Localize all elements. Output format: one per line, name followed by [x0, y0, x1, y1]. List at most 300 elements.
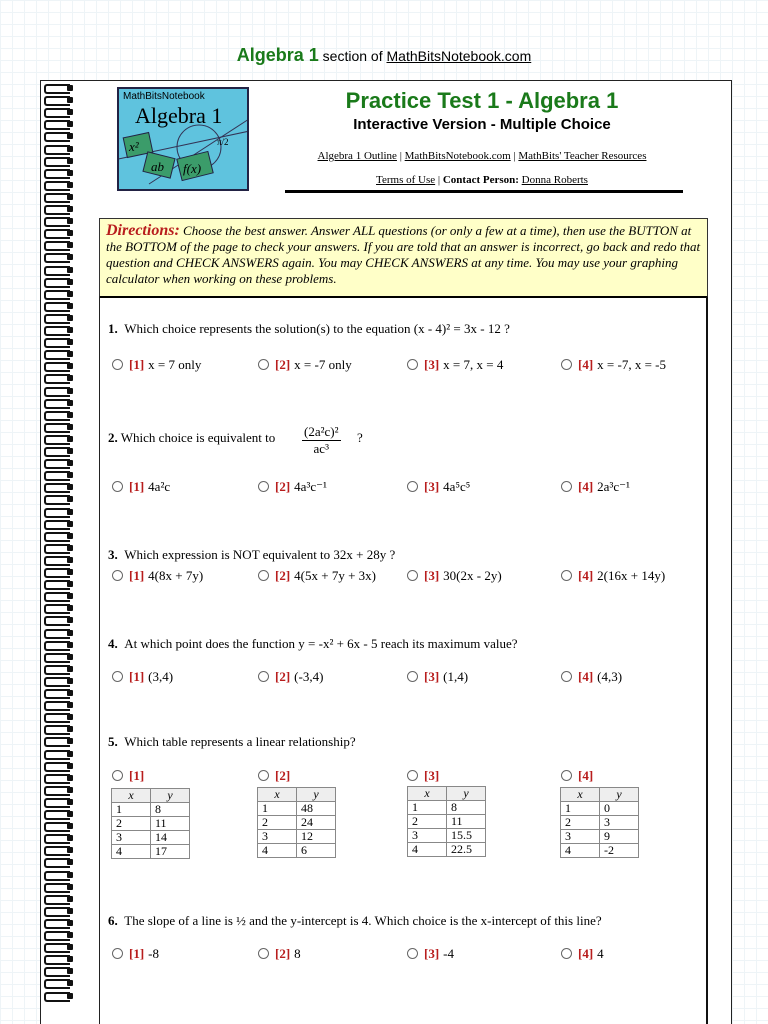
spiral-hole	[67, 436, 73, 442]
spiral-ring	[41, 965, 75, 976]
option-text: -8	[148, 946, 160, 961]
spiral-ring	[41, 554, 75, 565]
radio-icon[interactable]	[112, 770, 123, 781]
spiral-hole	[67, 388, 73, 394]
spiral-hole	[67, 315, 73, 321]
spiral-hole	[67, 146, 73, 152]
table-cell-y: 3	[600, 816, 639, 830]
spiral-ring	[41, 469, 75, 480]
table-cell-y: 0	[600, 802, 639, 816]
table-cell-x: 3	[408, 829, 447, 843]
table-row	[112, 803, 190, 817]
question-6	[108, 913, 602, 929]
radio-icon[interactable]	[561, 770, 572, 781]
spiral-hole	[67, 363, 73, 369]
spiral-hole	[67, 980, 73, 986]
option-label: [2]	[275, 479, 291, 494]
option-text: 4(8x + 7y)	[148, 568, 204, 583]
table-row	[561, 844, 639, 858]
spiral-hole	[67, 194, 73, 200]
spiral-hole	[67, 472, 73, 478]
table-cell-y: 11	[151, 817, 190, 831]
option-label: [4]	[578, 768, 594, 783]
option-text: 4a²c	[148, 479, 171, 494]
radio-icon[interactable]	[112, 570, 123, 581]
spiral-ring	[41, 179, 75, 190]
spiral-ring	[41, 977, 75, 988]
option-text: x = -7, x = -5	[597, 357, 666, 372]
table-cell-y: 17	[151, 845, 190, 859]
spiral-ring	[41, 881, 75, 892]
spiral-hole	[67, 920, 73, 926]
table-row	[561, 830, 639, 844]
spiral-hole	[67, 726, 73, 732]
spiral-hole	[67, 158, 73, 164]
spiral-ring	[41, 651, 75, 662]
spiral-hole	[67, 448, 73, 454]
table-row	[408, 815, 486, 829]
radio-icon[interactable]	[407, 671, 418, 682]
spiral-ring	[41, 784, 75, 795]
algebra-logo	[117, 87, 249, 191]
linear-table-1	[111, 788, 190, 859]
spiral-ring	[41, 155, 75, 166]
option-label: [3]	[424, 568, 440, 583]
spiral-ring	[41, 288, 75, 299]
table-cell-x: 1	[258, 802, 297, 816]
spiral-hole	[67, 714, 73, 720]
radio-icon[interactable]	[407, 359, 418, 370]
radio-icon[interactable]	[112, 948, 123, 959]
spiral-ring	[41, 796, 75, 807]
notebook-link[interactable]: MathBitsNotebook.com	[404, 150, 511, 162]
spiral-binding	[41, 82, 77, 1002]
spiral-ring	[41, 627, 75, 638]
directions-text: Choose the best answer. Answer ALL questions (or only a few at a time), then use the BUTTON at the BOTTOM of the page to check your answers. If you are told that an answer is incorrect, go back and redo that question and CHECK ANSWERS again. You may CHECK ANSWERS at any time. You may use your graphing calculator when working on these problems.	[106, 223, 701, 286]
option-label: [2]	[275, 946, 291, 961]
option-label: [1]	[129, 568, 145, 583]
header-divider	[285, 190, 683, 193]
spiral-hole	[67, 666, 73, 672]
question-text: At which point does the function y = -x² + 6x - 5 reach its maximum value?	[124, 636, 518, 651]
table-cell-y: 6	[297, 844, 336, 858]
table-cell-x: 3	[258, 830, 297, 844]
spiral-hole	[67, 267, 73, 273]
header-nav-links	[284, 150, 680, 162]
radio-icon[interactable]	[561, 948, 572, 959]
spiral-ring	[41, 227, 75, 238]
table-cell-x: 4	[258, 844, 297, 858]
q5-option-2[interactable]	[258, 768, 294, 784]
spiral-hole	[67, 811, 73, 817]
table-row	[258, 830, 336, 844]
spiral-hole	[67, 170, 73, 176]
spiral-ring	[41, 191, 75, 202]
table-cell-x: 2	[112, 817, 151, 831]
spiral-hole	[67, 702, 73, 708]
spiral-hole	[67, 617, 73, 623]
q1-option-1[interactable]	[112, 357, 201, 373]
terms-link[interactable]: Terms of Use	[376, 174, 436, 186]
q2-fraction	[302, 424, 341, 457]
question-5	[108, 734, 356, 750]
radio-icon[interactable]	[258, 948, 269, 959]
radio-icon[interactable]	[407, 948, 418, 959]
q2-option-2[interactable]	[258, 479, 327, 495]
spiral-hole	[67, 908, 73, 914]
table-row	[258, 816, 336, 830]
table-cell-x: 2	[561, 816, 600, 830]
spiral-ring	[41, 445, 75, 456]
logo-big-text: Algebra 1	[135, 103, 223, 128]
spiral-hole	[67, 496, 73, 502]
spiral-ring	[41, 856, 75, 867]
spiral-hole	[67, 823, 73, 829]
spiral-hole	[67, 400, 73, 406]
link-separator: |	[396, 150, 405, 162]
q2-question-mark: ?	[357, 430, 363, 445]
spiral-ring	[41, 614, 75, 625]
link-separator: |	[435, 174, 443, 186]
spiral-hole	[67, 581, 73, 587]
q3-option-4[interactable]	[561, 568, 665, 584]
fraction-denominator: ac³	[313, 441, 329, 456]
question-number: 2.	[108, 430, 118, 445]
spiral-ring	[41, 602, 75, 613]
spiral-hole	[67, 787, 73, 793]
spiral-hole	[67, 85, 73, 91]
spiral-hole	[67, 884, 73, 890]
option-label: [4]	[578, 568, 594, 583]
option-text: x = 7, x = 4	[443, 357, 504, 372]
table-row	[408, 801, 486, 815]
spiral-ring	[41, 687, 75, 698]
table-header-row	[561, 788, 639, 802]
q2-option-3[interactable]	[407, 479, 470, 495]
spiral-hole	[67, 545, 73, 551]
table-row	[112, 817, 190, 831]
spiral-ring	[41, 433, 75, 444]
option-label: [3]	[424, 357, 440, 372]
q6-option-1[interactable]	[112, 946, 159, 962]
option-label: [1]	[129, 768, 145, 783]
spiral-hole	[67, 775, 73, 781]
spiral-ring	[41, 348, 75, 359]
spiral-hole	[67, 847, 73, 853]
spiral-ring	[41, 990, 75, 1001]
table-row	[112, 845, 190, 859]
radio-icon[interactable]	[407, 481, 418, 492]
spiral-hole	[67, 206, 73, 212]
option-text: 2(16x + 14y)	[597, 568, 666, 583]
radio-icon[interactable]	[258, 481, 269, 492]
site-link[interactable]: MathBitsNotebook.com	[386, 48, 532, 64]
contact-name-link[interactable]: Donna Roberts	[521, 174, 588, 186]
option-text: 4a³c⁻¹	[294, 479, 327, 494]
linear-table-4	[560, 787, 639, 858]
spiral-ring	[41, 215, 75, 226]
table-cell-x: 1	[408, 801, 447, 815]
spiral-ring	[41, 493, 75, 504]
q3-option-3[interactable]	[407, 568, 502, 584]
table-header-row	[112, 789, 190, 803]
q5-option-4[interactable]	[561, 768, 597, 784]
spiral-hole	[67, 605, 73, 611]
spiral-hole	[67, 133, 73, 139]
option-label: [1]	[129, 946, 145, 961]
table-row	[258, 844, 336, 858]
option-label: [2]	[275, 568, 291, 583]
header-x: x	[258, 788, 297, 802]
question-text: Which choice represents the solution(s) to the equation (x - 4)² = 3x - 12 ?	[124, 321, 510, 336]
spiral-ring	[41, 893, 75, 904]
spiral-hole	[67, 763, 73, 769]
spiral-ring	[41, 590, 75, 601]
q1-option-4[interactable]	[561, 357, 666, 373]
table-cell-x: 4	[561, 844, 600, 858]
question-2	[108, 430, 275, 446]
question-number: 5.	[108, 734, 118, 749]
spiral-ring	[41, 118, 75, 129]
header-x: x	[561, 788, 600, 802]
q1-option-2[interactable]	[258, 357, 352, 373]
table-cell-y: 11	[447, 815, 486, 829]
table-cell-y: -2	[600, 844, 639, 858]
header-y: y	[600, 788, 639, 802]
spiral-hole	[67, 678, 73, 684]
question-3	[108, 547, 395, 563]
table-cell-x: 2	[408, 815, 447, 829]
spiral-hole	[67, 339, 73, 345]
radio-icon[interactable]	[258, 770, 269, 781]
table-cell-x: 4	[112, 845, 151, 859]
spiral-hole	[67, 799, 73, 805]
contact-label: Contact Person:	[442, 174, 519, 186]
spiral-ring	[41, 457, 75, 468]
radio-icon[interactable]	[112, 671, 123, 682]
option-label: [2]	[275, 357, 291, 372]
table-cell-y: 24	[297, 816, 336, 830]
spiral-hole	[67, 521, 73, 527]
q6-option-3[interactable]	[407, 946, 454, 962]
spiral-hole	[67, 630, 73, 636]
radio-icon[interactable]	[258, 671, 269, 682]
option-text: (1,4)	[443, 669, 469, 684]
spiral-hole	[67, 932, 73, 938]
spiral-ring	[41, 518, 75, 529]
svg-text:π/2: π/2	[217, 137, 229, 147]
page-title: Practice Test 1 - Algebra 1	[345, 88, 619, 113]
spiral-ring	[41, 421, 75, 432]
spiral-hole	[67, 97, 73, 103]
spiral-ring	[41, 675, 75, 686]
table-header-row	[408, 787, 486, 801]
spiral-ring	[41, 699, 75, 710]
option-text: 2a³c⁻¹	[597, 479, 630, 494]
table-cell-y: 14	[151, 831, 190, 845]
table-cell-x: 1	[561, 802, 600, 816]
question-text: Which choice is equivalent to	[120, 430, 276, 445]
radio-icon[interactable]	[407, 570, 418, 581]
question-number: 6.	[108, 913, 118, 928]
spiral-hole	[67, 254, 73, 260]
option-text: 4(5x + 7y + 3x)	[294, 568, 376, 583]
logo-small-text: MathBitsNotebook	[123, 91, 205, 102]
radio-icon[interactable]	[258, 570, 269, 581]
spiral-hole	[67, 375, 73, 381]
table-row	[408, 843, 486, 857]
spiral-ring	[41, 723, 75, 734]
header-x: x	[112, 789, 151, 803]
spiral-hole	[67, 109, 73, 115]
page-subtitle: Interactive Version - Multiple Choice	[353, 116, 611, 133]
option-label: [2]	[275, 768, 291, 783]
radio-icon[interactable]	[561, 481, 572, 492]
spiral-hole	[67, 230, 73, 236]
header-y: y	[151, 789, 190, 803]
q2-option-1[interactable]	[112, 479, 170, 495]
spiral-ring	[41, 844, 75, 855]
question-number: 3.	[108, 547, 118, 562]
spiral-ring	[41, 566, 75, 577]
linear-table-3	[407, 786, 486, 857]
radio-icon[interactable]	[112, 359, 123, 370]
spiral-hole	[67, 303, 73, 309]
radio-icon[interactable]	[258, 359, 269, 370]
spiral-hole	[67, 557, 73, 563]
q6-option-4[interactable]	[561, 946, 604, 962]
header-contact-links	[284, 174, 680, 186]
option-text: (3,4)	[148, 669, 174, 684]
spiral-ring	[41, 143, 75, 154]
spiral-ring	[41, 808, 75, 819]
spiral-ring	[41, 276, 75, 287]
option-text: 8	[294, 946, 301, 961]
spiral-ring	[41, 106, 75, 117]
option-label: [4]	[578, 357, 594, 372]
option-label: [1]	[129, 479, 145, 494]
table-cell-y: 22.5	[447, 843, 486, 857]
table-cell-x: 4	[408, 843, 447, 857]
q6-option-2[interactable]	[258, 946, 301, 962]
option-label: [4]	[578, 946, 594, 961]
spiral-ring	[41, 239, 75, 250]
spiral-hole	[67, 738, 73, 744]
spiral-ring	[41, 481, 75, 492]
spiral-hole	[67, 218, 73, 224]
radio-icon[interactable]	[561, 359, 572, 370]
spiral-ring	[41, 397, 75, 408]
radio-icon[interactable]	[407, 770, 418, 781]
spiral-ring	[41, 506, 75, 517]
spiral-ring	[41, 820, 75, 831]
header-y: y	[297, 788, 336, 802]
spiral-hole	[67, 690, 73, 696]
spiral-ring	[41, 324, 75, 335]
table-cell-y: 9	[600, 830, 639, 844]
q3-option-2[interactable]	[258, 568, 376, 584]
question-text: Which table represents a linear relationship?	[124, 734, 356, 749]
spiral-hole	[67, 642, 73, 648]
spiral-ring	[41, 663, 75, 674]
table-row	[408, 829, 486, 843]
q2-option-4[interactable]	[561, 479, 630, 495]
q4-option-4[interactable]	[561, 669, 622, 685]
option-label: [4]	[578, 669, 594, 684]
spiral-ring	[41, 360, 75, 371]
option-label: [3]	[424, 479, 440, 494]
q1-option-3[interactable]	[407, 357, 503, 373]
spiral-ring	[41, 336, 75, 347]
algebra-1-title: Algebra 1	[236, 45, 319, 65]
section-of-text: section of	[318, 48, 387, 64]
option-text: x = 7 only	[148, 357, 202, 372]
spiral-hole	[67, 835, 73, 841]
option-text: (-3,4)	[294, 669, 324, 684]
question-text: The slope of a line is ½ and the y-intercept is 4. Which choice is the x-intercept of this line?	[124, 913, 602, 928]
spiral-ring	[41, 953, 75, 964]
option-label: [1]	[129, 357, 145, 372]
spiral-hole	[67, 993, 73, 999]
spiral-ring	[41, 203, 75, 214]
radio-icon[interactable]	[561, 570, 572, 581]
radio-icon[interactable]	[112, 481, 123, 492]
table-cell-y: 15.5	[447, 829, 486, 843]
spiral-ring	[41, 711, 75, 722]
q4-option-2[interactable]	[258, 669, 323, 685]
q4-option-3[interactable]	[407, 669, 468, 685]
spiral-ring	[41, 530, 75, 541]
spiral-ring	[41, 760, 75, 771]
spiral-ring	[41, 869, 75, 880]
question-number: 1.	[108, 321, 118, 336]
teacher-resources-link[interactable]: MathBits' Teacher Resources	[518, 150, 647, 162]
spiral-hole	[67, 327, 73, 333]
spiral-ring	[41, 300, 75, 311]
header-x: x	[408, 787, 447, 801]
q5-option-3[interactable]	[407, 768, 443, 784]
q4-option-1[interactable]	[112, 669, 173, 685]
table-cell-x: 3	[112, 831, 151, 845]
option-label: [1]	[129, 669, 145, 684]
spiral-ring	[41, 917, 75, 928]
table-row	[561, 802, 639, 816]
spiral-ring	[41, 578, 75, 589]
svg-text:x²: x²	[129, 139, 139, 154]
q5-option-1[interactable]	[112, 768, 148, 784]
directions-label: Directions:	[106, 222, 180, 239]
table-cell-x: 2	[258, 816, 297, 830]
table-row	[112, 831, 190, 845]
spiral-ring	[41, 372, 75, 383]
spiral-hole	[67, 872, 73, 878]
radio-icon[interactable]	[561, 671, 572, 682]
linear-table-2	[257, 787, 336, 858]
spiral-ring	[41, 167, 75, 178]
table-cell-x: 1	[112, 803, 151, 817]
spiral-hole	[67, 509, 73, 515]
spiral-ring	[41, 905, 75, 916]
spiral-ring	[41, 735, 75, 746]
spiral-hole	[67, 460, 73, 466]
spiral-hole	[67, 279, 73, 285]
table-cell-y: 12	[297, 830, 336, 844]
outline-link[interactable]: Algebra 1 Outline	[317, 150, 397, 162]
spiral-ring	[41, 409, 75, 420]
q3-option-1[interactable]	[112, 568, 203, 584]
option-text: x = -7 only	[294, 357, 352, 372]
spiral-ring	[41, 832, 75, 843]
